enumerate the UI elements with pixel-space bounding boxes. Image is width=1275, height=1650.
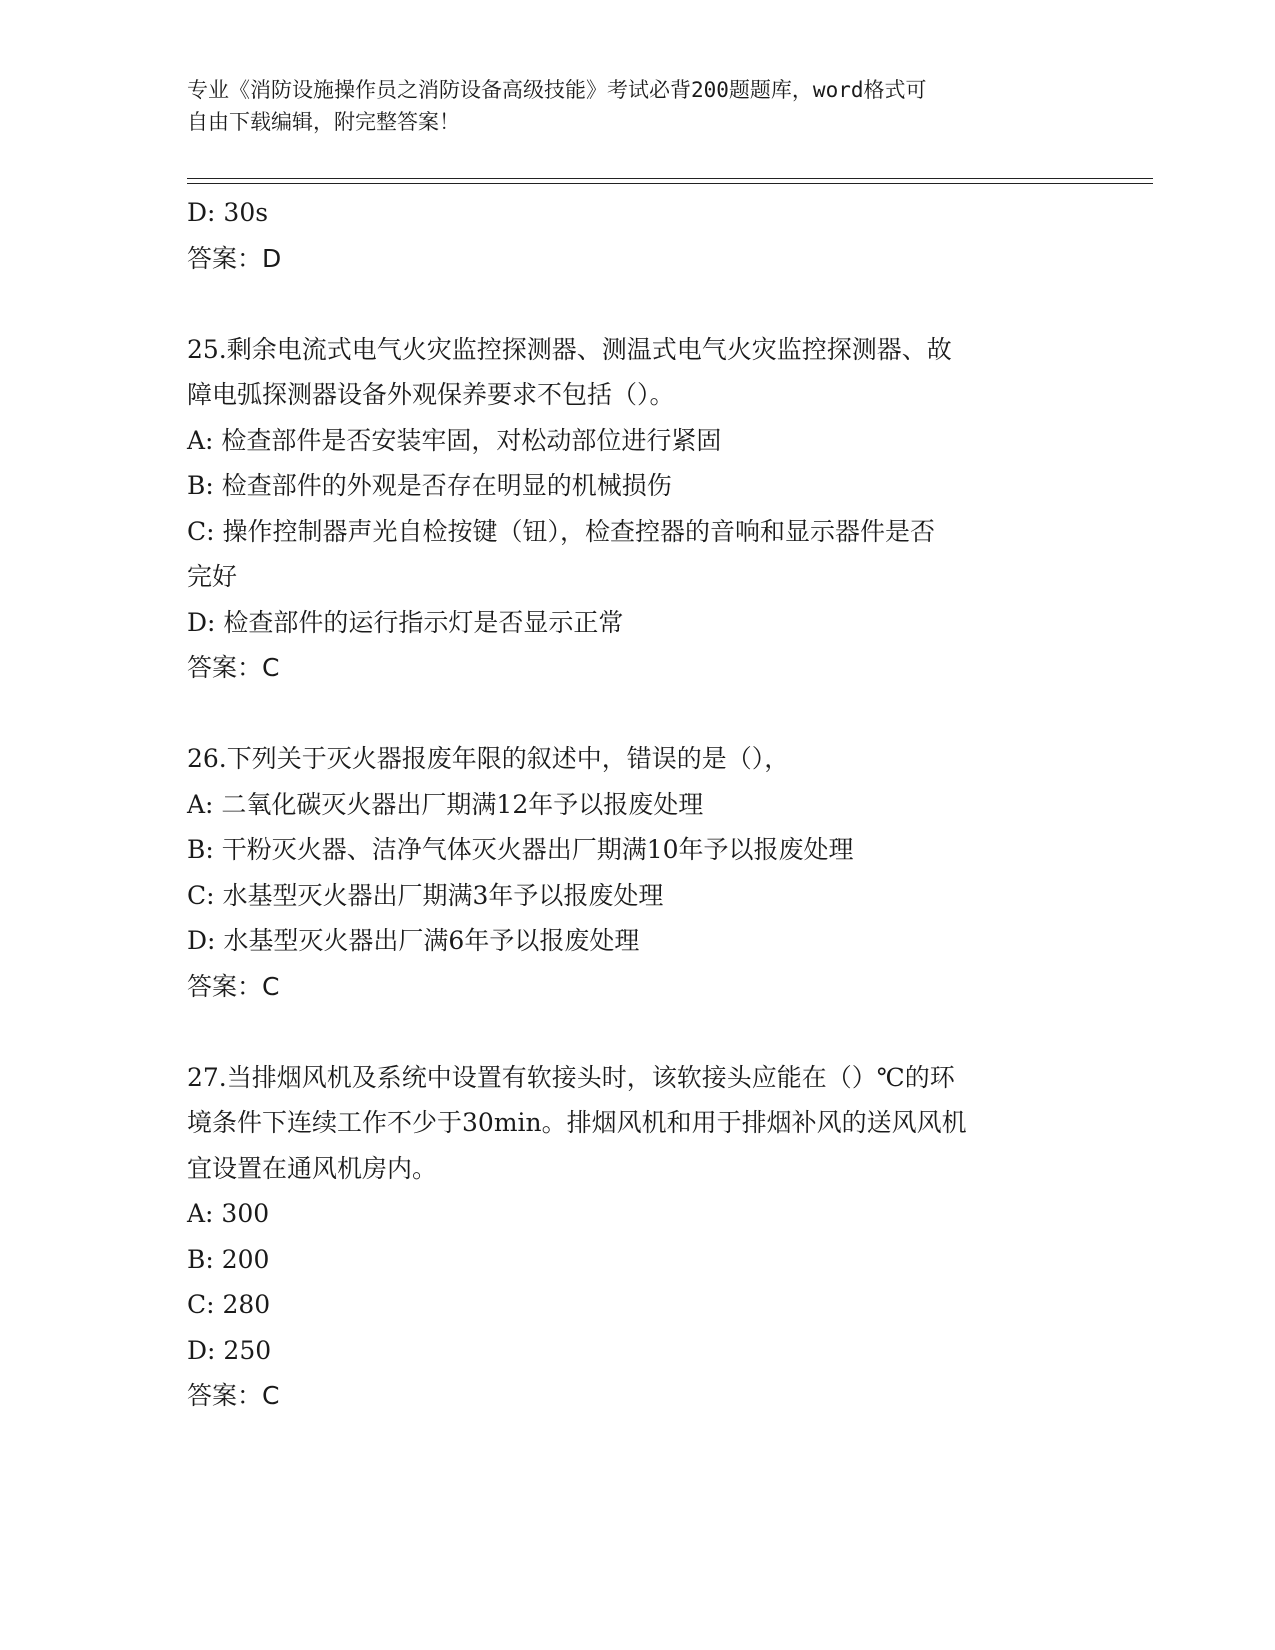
question-27-answer: 答案：C [187,1381,280,1410]
question-26-option-b: B: 干粉灭火器、洁净气体灭火器出厂期满10年予以报废处理 [187,835,854,864]
question-25-option-d: D: 检查部件的运行指示灯是否显示正常 [187,607,624,637]
question-25-option-a: A: 检查部件是否安装牢固，对松动部位进行紧固 [187,425,722,455]
question-26-option-a: A: 二氧化碳灭火器出厂期满12年予以报废处理 [187,789,704,819]
question-27-stem-line-2: 境条件下连续工作不少于30min。排烟风机和用于排烟补风的送风风机 [187,1108,967,1137]
question-26-answer: 答案：C [187,971,280,1001]
question-25-option-c: C: 操作控制器声光自检按键（钮），检查控器的音响和显示器件是否 [187,516,936,546]
header-title-line-1: 专业《消防设施操作员之消防设备高级技能》考试必背200题题库，word格式可 [187,78,927,102]
question-content [187,190,1087,1419]
header-title-line-2: 自由下载编辑，附完整答案！ [187,110,460,134]
header-divider-bottom [187,183,1153,184]
question-25-stem-line-2: 障电弧探测器设备外观保养要求不包括（）。 [187,380,675,409]
question-26-option-c: C: 水基型灭火器出厂期满3年予以报废处理 [187,880,664,910]
question-27-option-d: D: 250 [187,1335,272,1365]
question-27-option-a: A: 300 [187,1199,270,1228]
question-25-answer: 答案：C [187,653,280,682]
question-26-stem-line-1: 26.下列关于灭火器报废年限的叙述中，错误的是（）， [187,744,790,773]
question-27-stem-line-3: 宜设置在通风机房内。 [187,1153,438,1183]
prev-option-d: D: 30s [187,198,269,227]
header-divider-top [187,178,1153,179]
question-25-stem-line-1: 25.剩余电流式电气火灾监控探测器、测温式电气火灾监控探测器、故 [187,334,952,364]
question-25-option-b: B: 检查部件的外观是否存在明显的机械损伤 [187,471,672,500]
question-26-option-d: D: 水基型灭火器出厂满6年予以报废处理 [187,926,640,955]
question-25-option-c-cont: 完好 [187,562,238,591]
document-header [187,74,1087,138]
question-27-stem-line-1: 27.当排烟风机及系统中设置有软接头时，该软接头应能在（）℃的环 [187,1062,955,1092]
question-27-option-b: B: 200 [187,1244,270,1274]
question-27-option-c: C: 280 [187,1290,271,1319]
prev-answer: 答案：D [187,243,282,273]
